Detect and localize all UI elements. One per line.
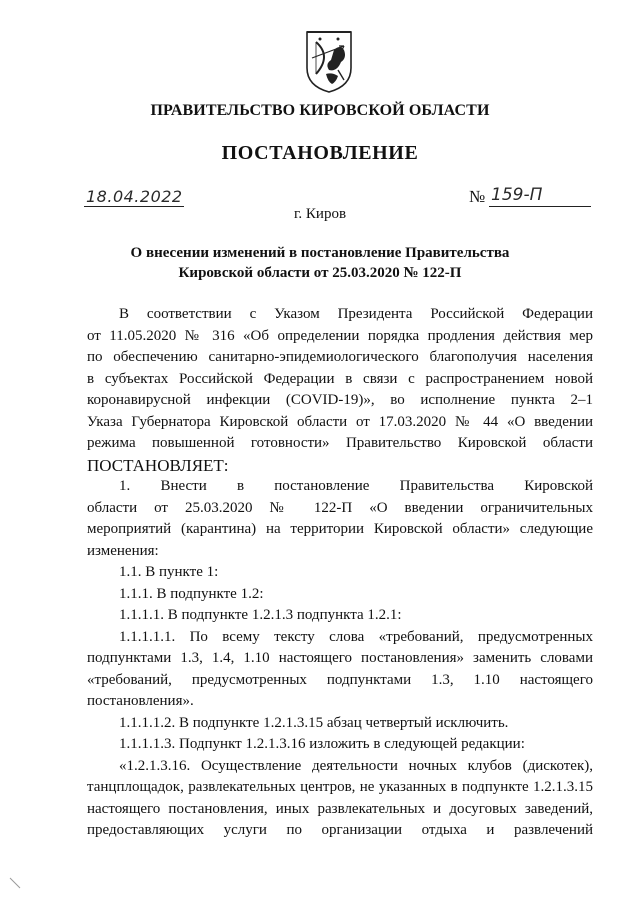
subclause: 1.1. В пункте 1: [119, 564, 219, 580]
body-line: режима повышенной готовности» Правительство Кировской области [87, 435, 593, 451]
city-name: г. Киров [293, 206, 347, 222]
body-line: в субъектах Российской Федерации в связи с распространением новой [87, 370, 593, 387]
coat-of-arms-emblem [304, 30, 354, 94]
subclause: 1.1.1.1.3. Подпункт 1.2.1.3.16 изложить в следующей редакции: [119, 736, 525, 752]
document-number: 159-П [491, 185, 543, 205]
body-line: от 11.05.2020 № 316 «Об определении порядка продления действия мер [87, 327, 593, 344]
document-date: 18.04.2022 [86, 187, 183, 206]
body-line: настоящего постановления, иных развлекательных и досуговых заведений, [87, 800, 593, 817]
body-line: «1.2.1.3.16. Осуществление деятельности ночных клубов (дискотек), [119, 757, 593, 774]
body-line: подпунктами 1.3, 1.4, 1.10 настоящего постановления» заменить словами [87, 650, 593, 666]
subclause: 1.1.1.1.2. В подпункте 1.2.1.3.15 абзац четвертый исключить. [119, 714, 509, 731]
body-line: 1. Внести в постановление Правительства Кировской [119, 478, 593, 494]
document-body [87, 304, 593, 842]
body-line: постановления». [87, 693, 194, 709]
resolves-word: ПОСТАНОВЛЯЕТ: [87, 455, 229, 475]
subclause: 1.1.1.1. В подпункте 1.2.1.3 подпункта 1.2.1: [119, 607, 402, 623]
document-title [0, 243, 640, 283]
body-line: 1.1.1.1.1. По всему тексту слова «требований, предусмотренных [119, 628, 593, 645]
government-name: ПРАВИТЕЛЬСТВО КИРОВСКОЙ ОБЛАСТИ [150, 102, 490, 119]
scan-mark [8, 876, 22, 890]
body-line: мероприятий (карантина) на территории Кировской области» следующие [87, 521, 593, 537]
number-sign: № [469, 187, 486, 206]
body-line: предоставляющих услуги по организации отдыха и развлечений [87, 822, 593, 838]
body-line: танцплощадок, развлекательных центров, не указанных в подпункте 1.2.1.3.15 [87, 779, 593, 795]
document-type: ПОСТАНОВЛЕНИЕ [221, 142, 419, 164]
subclause: 1.1.1. В подпункте 1.2: [119, 585, 264, 602]
body-line: коронавирусной инфекции (COVID-19)», во исполнение пункта 2–1 [87, 392, 593, 408]
body-line: Указа Губернатора Кировской области от 17.03.2020 № 44 «О введении [87, 413, 593, 430]
body-line: изменения: [87, 542, 159, 559]
body-line: области от 25.03.2020 № 122-П «О введении ограничительных [87, 499, 593, 516]
body-line: по обеспечению санитарно-эпидемиологического благополучия населения [87, 349, 593, 365]
title-line-2: Кировской области от 25.03.2020 № 122-П [178, 265, 462, 281]
title-line-1: О внесении изменений в постановление Правительства [130, 245, 510, 261]
body-line: «требований, предусмотренных подпунктами 1.3, 1.10 настоящего [87, 671, 593, 688]
body-line: В соответствии с Указом Президента Российской Федерации [119, 306, 593, 322]
